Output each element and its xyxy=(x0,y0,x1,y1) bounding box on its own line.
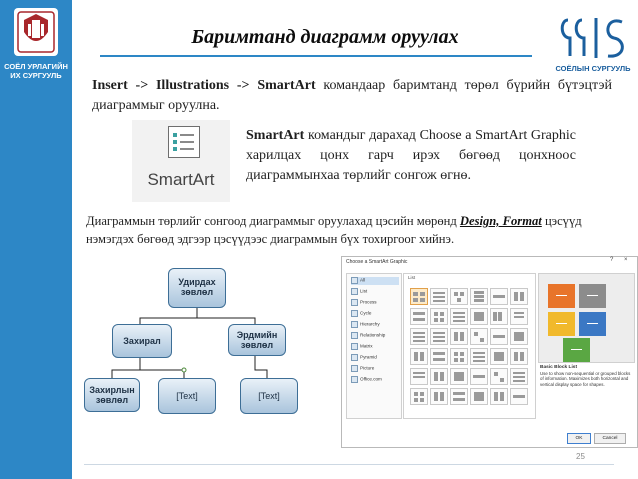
category-list-label: List xyxy=(360,288,368,294)
layout-thumbnail[interactable] xyxy=(410,388,428,405)
layout-thumbnail[interactable] xyxy=(490,288,508,305)
university-name-line-2: ИХ СУРГУУЛЬ xyxy=(10,71,62,80)
layout-thumbnail[interactable] xyxy=(490,368,508,385)
layout-thumbnail[interactable] xyxy=(450,328,468,345)
instruction-1-text: командаар баримтанд төрөл бүрийн бүтэцтэй диаграммыг оруулна. xyxy=(92,78,612,113)
close-icon[interactable]: × xyxy=(624,257,628,263)
layout-thumbnail[interactable] xyxy=(470,328,488,345)
org-node-text-placeholder-2 xyxy=(240,378,298,414)
category-relationship-label: Relationship xyxy=(360,332,386,338)
category-list xyxy=(346,273,402,419)
school-name: СОЁЛЫН СУРГУУЛЬ xyxy=(555,64,631,73)
left-sidebar xyxy=(0,0,72,479)
category-list-item[interactable] xyxy=(351,288,399,296)
layout-thumbnail[interactable] xyxy=(410,368,428,385)
slide-title: Баримтанд диаграмм оруулах xyxy=(191,26,459,48)
smartart-bold: SmartArt xyxy=(246,128,305,143)
layout-thumbnail[interactable] xyxy=(430,348,448,365)
menu-path: Insert -> Illustrations -> SmartArt xyxy=(92,78,316,93)
layout-thumbnail[interactable] xyxy=(430,368,448,385)
layout-thumbnail[interactable] xyxy=(470,388,488,405)
category-picture-icon xyxy=(351,365,358,372)
category-cycle-icon xyxy=(351,310,358,317)
org-node-academic-council xyxy=(228,324,286,356)
layout-thumbnail[interactable] xyxy=(510,348,528,365)
org-node-top xyxy=(168,268,226,308)
layout-thumbnail[interactable] xyxy=(410,308,428,325)
layout-thumbnail[interactable] xyxy=(510,288,528,305)
org-node-top-line-2: зөвлөл xyxy=(180,287,214,297)
category-matrix[interactable] xyxy=(351,343,399,351)
layout-thumbnail[interactable] xyxy=(410,328,428,345)
design-format-tabs: Design, Format xyxy=(459,214,542,228)
org-node-top-line-1: Удирдах xyxy=(178,277,216,287)
category-office-label: Office.com xyxy=(360,376,382,382)
category-list-icon xyxy=(351,288,358,295)
instruction-3-after: цэсүүд нэмэгдэх бөгөөд эдгээр цэсүүдээс диаграммын бүх тохиргоог хийнэ. xyxy=(86,214,582,246)
org-node-text-1: [Text] xyxy=(176,391,198,401)
category-pyramid[interactable] xyxy=(351,354,399,362)
university-name xyxy=(0,62,72,80)
layout-thumbnail[interactable] xyxy=(490,388,508,405)
org-node-text-placeholder xyxy=(158,378,216,414)
choose-smartart-dialog[interactable] xyxy=(341,256,638,448)
category-pyramid-label: Pyramid xyxy=(360,354,377,360)
smartart-document-icon xyxy=(168,126,200,158)
school-logo xyxy=(556,12,636,62)
category-cycle[interactable] xyxy=(351,310,399,318)
help-icon[interactable]: ? xyxy=(610,257,614,263)
instruction-paragraph-1 xyxy=(92,76,612,116)
layout-thumbnail[interactable] xyxy=(510,388,528,405)
preview-block-green xyxy=(563,338,590,362)
instruction-2-text: командыг дарахад Choose a SmartArt Graphic харилцах цонх гарч ирэх бөгөөд цонхноос диаграммынхаа төрлийг сонгож өгнө. xyxy=(246,128,576,183)
instruction-3-before: Диаграммын төрлийг сонгоод диаграммыг оруулахад цэсийн мөрөнд xyxy=(86,214,460,228)
preview-block-blue xyxy=(579,312,606,336)
university-name-line-1: СОЁЛ УРЛАГИЙН xyxy=(4,62,68,71)
layout-description-text: Use to show non-sequential or grouped blocks of information. Maximizes both horizontal and vertical display space for shapes. xyxy=(540,371,631,387)
instruction-paragraph-2 xyxy=(246,126,576,186)
category-office-com[interactable] xyxy=(351,376,399,384)
dialog-title: Choose a SmartArt Graphic xyxy=(346,259,408,265)
category-office-icon xyxy=(351,376,358,383)
layout-thumbnail[interactable] xyxy=(410,348,428,365)
layout-thumbnail[interactable] xyxy=(490,308,508,325)
category-all-label: All xyxy=(360,277,366,283)
org-node-director xyxy=(112,324,172,358)
preview-block-gray xyxy=(579,284,606,308)
org-node-academic-line-1: Эрдмийн xyxy=(236,330,278,340)
title-underline xyxy=(100,55,532,57)
org-node-text-2: [Text] xyxy=(258,391,280,401)
category-all[interactable] xyxy=(351,277,399,285)
category-process-icon xyxy=(351,299,358,306)
layout-thumbnail[interactable] xyxy=(430,388,448,405)
layout-thumbnail[interactable] xyxy=(430,288,448,305)
category-pyramid-icon xyxy=(351,354,358,361)
instruction-paragraph-3 xyxy=(86,212,616,248)
category-picture[interactable] xyxy=(351,365,399,373)
layout-thumbnail[interactable] xyxy=(470,308,488,325)
org-chart xyxy=(84,262,310,422)
org-node-council-line-1: Захирлын xyxy=(89,385,135,395)
category-process[interactable] xyxy=(351,299,399,307)
footer-rule xyxy=(84,464,614,465)
org-node-council-line-2: зөвлөл xyxy=(95,395,129,405)
layout-thumbnail[interactable] xyxy=(450,308,468,325)
preview-block-gold xyxy=(548,312,575,336)
layout-thumbnail[interactable] xyxy=(470,288,488,305)
layout-thumbnail[interactable] xyxy=(430,308,448,325)
category-matrix-icon xyxy=(351,343,358,350)
org-node-academic-line-2: зөвлөл xyxy=(240,340,274,350)
layout-name: Basic Block List xyxy=(540,365,578,370)
layout-thumbnail[interactable] xyxy=(510,308,528,325)
university-logo xyxy=(12,6,60,58)
layout-thumbnail[interactable] xyxy=(450,348,468,365)
layout-thumbnail[interactable] xyxy=(490,348,508,365)
category-cycle-label: Cycle xyxy=(360,310,372,316)
layout-thumbnail[interactable] xyxy=(450,288,468,305)
category-relationship[interactable] xyxy=(351,332,399,340)
cancel-button[interactable]: Cancel xyxy=(594,433,626,444)
preview-block-orange xyxy=(548,284,575,308)
category-hierarchy[interactable] xyxy=(351,321,399,329)
layout-preview xyxy=(538,273,635,363)
category-hierarchy-label: Hierarchy xyxy=(360,321,380,327)
ok-button[interactable]: OK xyxy=(567,433,591,444)
category-process-label: Process xyxy=(360,299,377,305)
layout-thumbnail[interactable] xyxy=(490,328,508,345)
layout-thumbnail[interactable] xyxy=(450,388,468,405)
layout-thumbnail[interactable] xyxy=(470,368,488,385)
layout-thumbnail[interactable] xyxy=(410,288,428,305)
category-all-icon xyxy=(351,277,358,284)
page-number: 25 xyxy=(576,452,585,461)
layout-gallery xyxy=(403,273,536,419)
category-relationship-icon xyxy=(351,332,358,339)
category-hierarchy-icon xyxy=(351,321,358,328)
layout-thumbnail[interactable] xyxy=(510,368,528,385)
layout-thumbnail[interactable] xyxy=(510,328,528,345)
smartart-button-icon xyxy=(132,120,230,202)
layout-description xyxy=(540,365,632,387)
smartart-label: SmartArt xyxy=(147,170,215,189)
org-node-director-label: Захирал xyxy=(123,336,161,346)
layout-thumbnail[interactable] xyxy=(470,348,488,365)
layout-thumbnail[interactable] xyxy=(430,328,448,345)
category-matrix-label: Matrix xyxy=(360,343,373,349)
org-node-director-council xyxy=(84,378,140,412)
category-picture-label: Picture xyxy=(360,365,375,371)
layout-thumbnail[interactable] xyxy=(450,368,468,385)
gallery-header: List xyxy=(408,275,416,280)
